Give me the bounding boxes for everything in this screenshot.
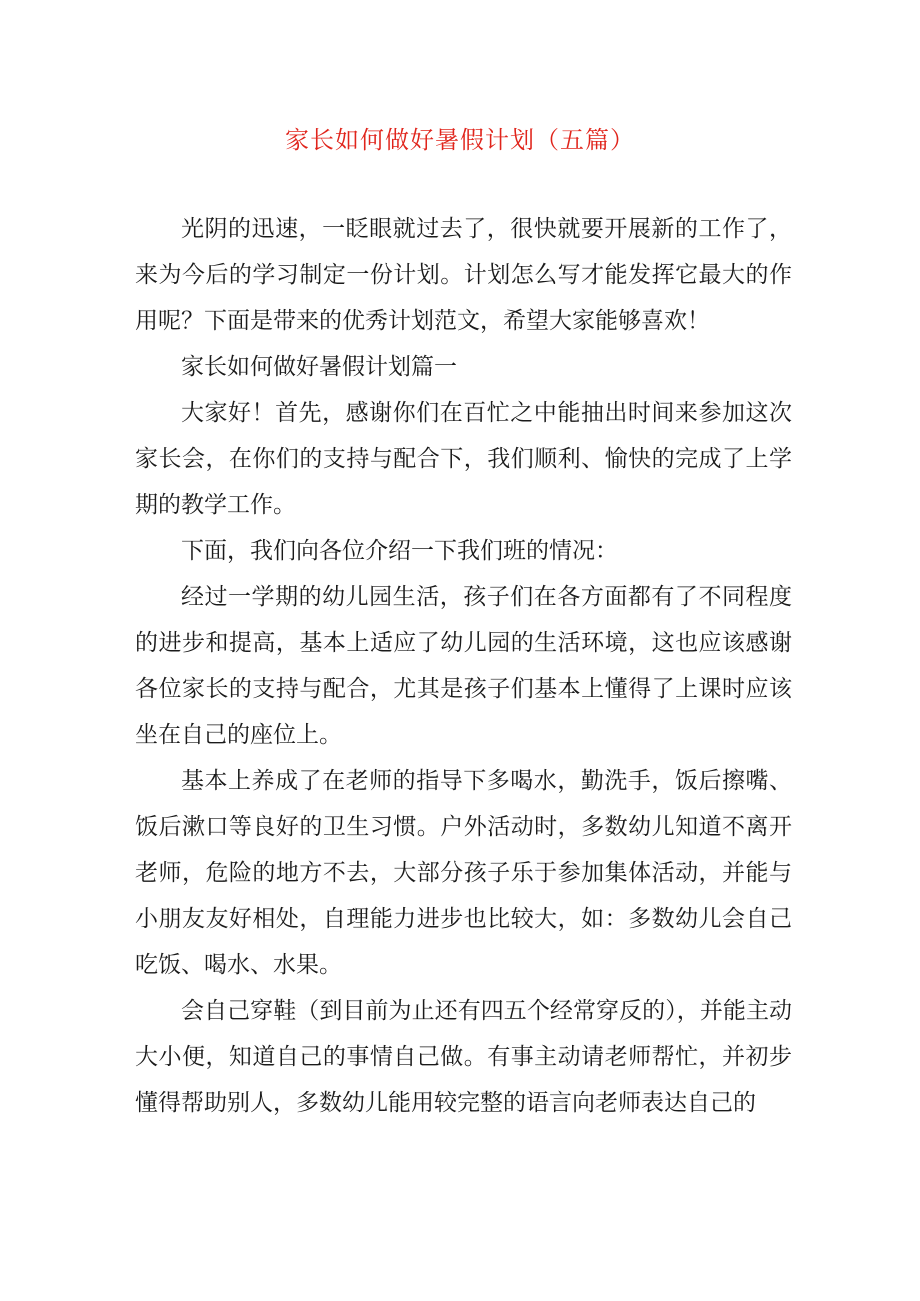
intro-paragraph: 光阴的迅速，一眨眼就过去了，很快就要开展新的工作了，来为今后的学习制定一份计划。计划怎么写才能发挥它最大的作用呢？下面是带来的优秀计划范文，希望大家能够喜欢！ — [135, 216, 792, 334]
body-paragraph: 大家好！首先，感谢你们在百忙之中能抽出时间来参加这次家长会，在你们的支持与配合下，我们顺利、愉快的完成了上学期的教学工作。 — [135, 400, 792, 518]
document-title: 家长如何做好暑假计划（五篇） — [285, 126, 635, 154]
body-paragraph: 下面，我们向各位介绍一下我们班的情况： — [181, 538, 618, 564]
body-paragraph: 经过一学期的幼儿园生活，孩子们在各方面都有了不同程度的进步和提高，基本上适应了幼儿园的生活环境，这也应该感谢各位家长的支持与配合，尤其是孩子们基本上懂得了上课时应该坐在自己的座位上。 — [135, 584, 792, 748]
section-heading: 家长如何做好暑假计划篇一 — [181, 354, 457, 380]
document-body — [135, 206, 792, 1126]
body-paragraph: 会自己穿鞋（到目前为止还有四五个经常穿反的），并能主动大小便，知道自己的事情自己做。有事主动请老师帮忙，并初步懂得帮助别人，多数幼儿能用较完整的语言向老师表达自己的 — [135, 998, 792, 1116]
body-paragraph: 基本上养成了在老师的指导下多喝水，勤洗手，饭后擦嘴、饭后漱口等良好的卫生习惯。户外活动时，多数幼儿知道不离开老师，危险的地方不去，大部分孩子乐于参加集体活动，并能与小朋友友好相处，自理能力进步也比较大，如：多数幼儿会自己吃饭、喝水、水果。 — [135, 768, 792, 978]
